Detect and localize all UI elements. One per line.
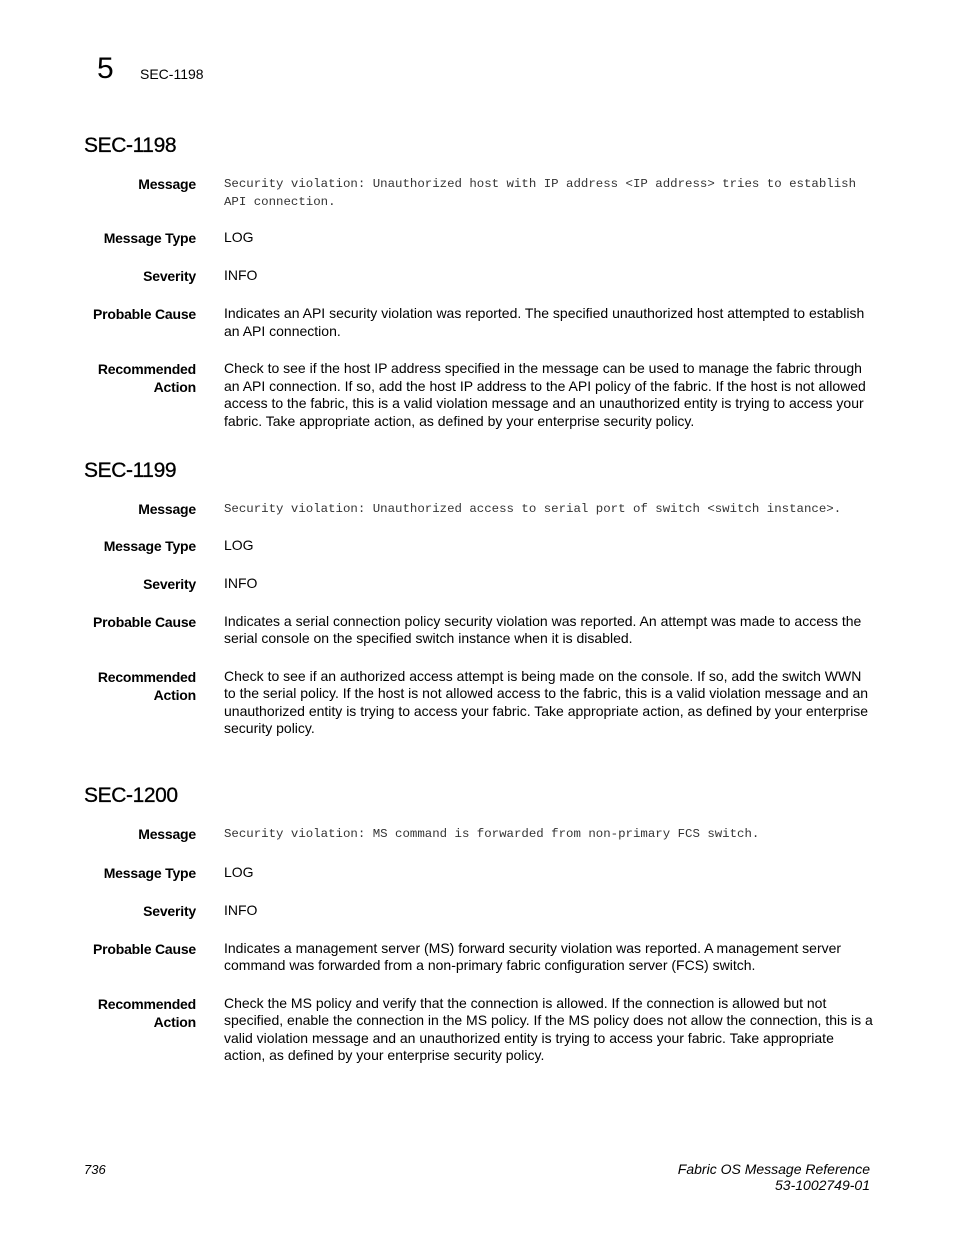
chapter-number: 5 bbox=[97, 52, 114, 85]
probable-cause-label: Probable Cause bbox=[92, 306, 196, 322]
recommended-action-text: Check the MS policy and verify that the connection is allowed. If the connection is allowed but not specified, enable the connection in the MS policy. If the MS policy does not allow the connection, this is a valid violation message and an unauthorized entity is trying to access your fabric. Take appropriate action, as defined by your enterprise security policy. bbox=[224, 994, 873, 1063]
message-text: Security violation: Unauthorized access to serial port of switch <switch instance>. bbox=[224, 502, 842, 516]
recommended-label-line2: Action bbox=[153, 686, 196, 703]
recommended-action-text: Check to see if the host IP address specified in the message can be used to manage the fabric through an API connection. If so, add the host IP address to the API policy of the fabric. If the host is not allowed access to the fabric, this is a valid violation message and an unauthorized entity is trying to access your fabric. Take appropriate action, as defined by your enterprise security policy. bbox=[224, 360, 866, 429]
probable-cause-text: Indicates a management server (MS) forward security violation was reported. A management server command was forwarded from a non-primary fabric configuration server (FCS) switch. bbox=[224, 939, 842, 973]
message-type-label: Message Type bbox=[103, 864, 196, 881]
message-entry bbox=[84, 458, 874, 758]
doc-info bbox=[678, 1161, 870, 1193]
probable-cause-text: Indicates an API security violation was reported. The specified unauthorized host attempted to establish an API connection. bbox=[224, 305, 865, 339]
severity-value: INFO bbox=[224, 901, 258, 918]
severity-row bbox=[84, 575, 874, 593]
message-type-label: Message Type bbox=[103, 537, 196, 554]
probable-cause-text: Indicates a serial connection policy security violation was reported. An attempt was made to access the serial console on the specified switch instance when it is disabled. bbox=[224, 612, 862, 646]
message-type-label: Message Type bbox=[103, 230, 196, 246]
recommended-label-line2: Action bbox=[153, 379, 196, 395]
message-row bbox=[84, 825, 874, 844]
recommended-action-row bbox=[84, 995, 874, 1065]
entry-title: SEC-1199 bbox=[84, 459, 177, 482]
severity-label: Severity bbox=[143, 575, 196, 592]
page-number: 736 bbox=[84, 1162, 106, 1177]
severity-value: INFO bbox=[224, 574, 258, 591]
severity-label: Severity bbox=[143, 902, 196, 919]
message-entry bbox=[84, 133, 874, 450]
recommended-action-label bbox=[84, 360, 196, 430]
severity-value: INFO bbox=[224, 267, 258, 283]
message-entry bbox=[84, 783, 874, 1085]
severity-row bbox=[84, 267, 874, 285]
message-type-value: LOG bbox=[224, 863, 254, 880]
chapter-title: SEC-1198 bbox=[140, 66, 204, 82]
message-row bbox=[84, 500, 874, 519]
message-text: Security violation: Unauthorized host with IP address <IP address> tries to establish API connection. bbox=[224, 177, 857, 209]
probable-cause-row bbox=[84, 613, 874, 648]
entry-title: SEC-1200 bbox=[84, 784, 178, 807]
probable-cause-row bbox=[84, 305, 874, 340]
message-label: Message bbox=[138, 176, 196, 192]
recommended-action-row bbox=[84, 360, 874, 430]
probable-cause-label: Probable Cause bbox=[92, 613, 196, 630]
recommended-action-row bbox=[84, 668, 874, 738]
message-type-value: LOG bbox=[224, 229, 254, 245]
message-type-row bbox=[84, 537, 874, 555]
doc-number: 53-1002749-01 bbox=[775, 1177, 870, 1193]
recommended-label-line2: Action bbox=[153, 1013, 196, 1030]
recommended-action-text: Check to see if an authorized access attempt is being made on the console. If so, add the switch WWN to the serial policy. If the host is not allowed access to the fabric, this is a valid violation message and an unauthorized entity is trying to access your fabric. Take appropriate action, as defined by your enterprise security policy. bbox=[224, 667, 869, 736]
severity-row bbox=[84, 902, 874, 920]
recommended-action-label bbox=[84, 995, 196, 1065]
message-type-row bbox=[84, 864, 874, 882]
severity-label: Severity bbox=[143, 268, 196, 284]
message-label: Message bbox=[138, 826, 196, 842]
probable-cause-row bbox=[84, 940, 874, 975]
message-type-row bbox=[84, 229, 874, 247]
recommended-label-line1: Recommended bbox=[97, 668, 196, 685]
message-row bbox=[84, 175, 874, 211]
message-text: Security violation: MS command is forwarded from non-primary FCS switch. bbox=[224, 827, 760, 841]
recommended-label-line1: Recommended bbox=[97, 361, 196, 377]
recommended-label-line1: Recommended bbox=[97, 995, 196, 1012]
entry-title: SEC-1198 bbox=[84, 134, 177, 157]
message-label: Message bbox=[138, 501, 196, 517]
recommended-action-label bbox=[84, 668, 196, 738]
message-type-value: LOG bbox=[224, 536, 254, 553]
probable-cause-label: Probable Cause bbox=[92, 940, 196, 957]
doc-title: Fabric OS Message Reference bbox=[677, 1161, 870, 1177]
